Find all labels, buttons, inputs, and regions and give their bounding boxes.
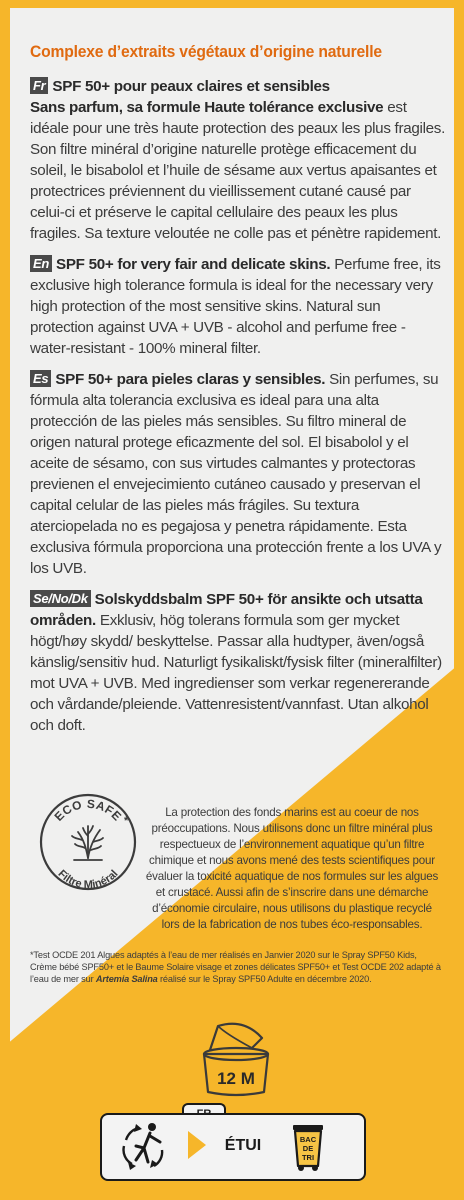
lang-block-se-no-dk: [30, 589, 445, 736]
eco-paragraph: [142, 805, 442, 933]
language-tag-se-no-dk: Se/No/Dk: [30, 590, 91, 607]
arrow-right-icon: [184, 1127, 210, 1163]
lang-block-fr: [30, 76, 445, 244]
heading-es: SPF 50+ para pieles claras y sensibles.: [55, 371, 326, 388]
pao-label: 12 M: [217, 1069, 255, 1088]
language-tag-fr: Fr: [30, 77, 48, 94]
heading-se-no-dk: Solskyddsbalm SPF 50+ för ansikte och utsatta områden.: [30, 591, 423, 629]
body-es: Sin perfumes, su fórmula alta tolerancia exclusiva es ideal para una alta protección de las pieles más sensibles. Su filtro mineral de origen natural protege eficazmente del sol. El bisabolol y el aceite de sésamo, con sus virtudes calmantes y protectoras previenen el envejecimiento cutáneo causado y preservan el capital celular de las pieles más frágiles. Su textura aterciopelada no es pegajosa y penetra rápidamente. Esta exclusiva fórmula proporciona una protección frente a los UVA y los UVB.: [30, 371, 442, 577]
footnote-species: Artemia Salina: [95, 974, 158, 984]
footnote-part2: réalisé sur le Spray SPF50 Adulte en décembre 2020.: [157, 974, 372, 984]
eco-safe-star: *: [124, 815, 129, 827]
lang-block-en: [30, 254, 445, 359]
bin-label-line1: BAC: [299, 1135, 317, 1144]
recycling-bin-icon: [290, 1120, 326, 1172]
eco-paragraph-text: La protection des fonds marins est au coeur de nos préoccupations. Nous utilisons donc un filtre minéral plus respectueux de l’environnement aquatique qu’un filtre chimique et nous avons mené des tests scientifiques pour évaluer la toxicité aquatique de nos formules sur les algues et crustacé. Aussi afin de s’inscrire dans une démarche d’économie circulaire, nous utilisons du plastique recyclé lors de la fabrication de nos tubes éco-responsables.: [145, 806, 439, 931]
description-content: [30, 42, 445, 746]
seaweed-icon: [72, 826, 103, 860]
heading-en: SPF 50+ for very fair and delicate skins.: [56, 256, 331, 273]
item-label: ÉTUI: [224, 1137, 262, 1154]
footnote-part1: *Test OCDE 201 Algues adaptés à l’eau de mer réalisés en Janvier 2020 sur le Spray SPF50 Kids, Crème bébé SPF50+ et le Baume Solaire visage et zones délicates SPF50+ et Test OCDE 202 adapté à l’eau de mer sur: [30, 950, 441, 984]
body-en: Perfume free, its exclusive high tolerance formula is ideal for the necessary very high protection of the most sensitive skins. Natural sun protection against UVA + UVB - alcohol and perfume free - water-resistant - 100% mineral filter.: [30, 256, 441, 357]
footnote: [30, 949, 445, 985]
filtre-mineral-text: Filtre Minéral: [55, 867, 121, 892]
svg-text:Filtre Minéral: [56, 868, 121, 891]
open-jar-icon: [196, 1012, 276, 1100]
body-se-no-dk: Exklusiv, hög tolerans formula som ger mycket högt/høy skydd/ beskyttelse. Passar alla hudtyper, även/også känslig/sensitiv hud. Naturligt fysikaliskt/fysisk filter (mineralfilter) mot UVA + UVB. Med ingredienser som verkar regenererande och vårdande/pleiende. Vattenresistent/vannfast. Utan alkohol och doft.: [30, 612, 442, 734]
body-fr: est idéale pour une très haute protection des peaux les plus fragiles. Son filtre minéral d’origine naturelle protège efficacement du soleil, le bisabolol et l’huile de sésame aux vertus apaisantes et protectrices préviennent du vieillissement cutané causé par celui-ci et préserve le capital cellulaire des peaux les plus fragiles. Sa texture veloutée ne colle pas et pénètre rapidement.: [30, 99, 446, 242]
bin-label-line2: DE: [302, 1144, 314, 1153]
language-tag-en: En: [30, 255, 52, 272]
svg-text:ECO SAFE: [52, 797, 125, 824]
bin-label-line3: TRI: [301, 1153, 315, 1162]
main-title: Complexe d’extraits végétaux d’origine naturelle: [30, 42, 382, 61]
eco-safe-badge: [38, 792, 138, 892]
triman-icon: [118, 1120, 174, 1172]
heading-fr: SPF 50+ pour peaux claires et sensibles: [52, 78, 330, 95]
language-tag-es: Es: [30, 370, 51, 387]
eco-safe-text: ECO SAFE: [51, 796, 125, 824]
lang-block-es: [30, 369, 445, 579]
subheading-fr: Sans parfum, sa formule Haute tolérance exclusive: [30, 99, 384, 116]
